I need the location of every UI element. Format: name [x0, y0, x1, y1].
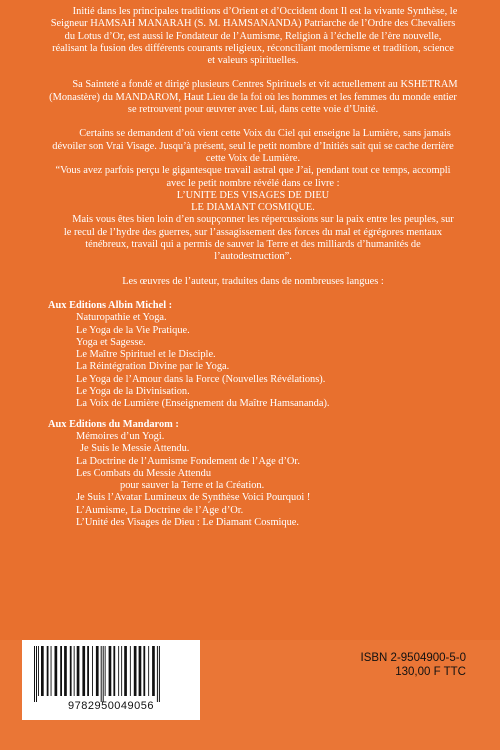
list-item: La Voix de Lumière (Enseignement du Maître Hamsananda). — [76, 398, 330, 410]
list-item: La Doctrine de l’Aumisme Fondement de l’Age d’Or. — [76, 455, 300, 467]
intro-paragraph-3: Certains se demandent d’où vient cette Voix du Ciel qui enseigne la Lumière, sans jamais dévoiler son Vrai Visage. Jusqu’à présent, seul le petit nombre d’Initiés sait qui se cache derrière cette Voix de Lumière. — [52, 128, 454, 164]
barcode-bar — [103, 646, 104, 702]
albin-michel-heading: Aux Editions Albin Michel : — [48, 299, 173, 311]
barcode-bar — [159, 646, 160, 702]
barcode-bar — [36, 646, 37, 702]
barcode-bar — [77, 646, 80, 696]
list-item: Je Suis l’Avatar Lumineux de Synthèse Voici Pourquoi ! — [76, 492, 311, 504]
mandarom-list — [48, 431, 458, 529]
barcode-bar — [34, 646, 35, 702]
barcode-number: 9782950049056 — [67, 700, 155, 712]
barcode-bar — [101, 646, 102, 702]
isbn-text: ISBN 2-9504900-5-0 — [360, 652, 466, 664]
barcode-bar — [96, 646, 99, 696]
barcode-bar — [70, 646, 72, 696]
barcode-bar — [109, 646, 112, 696]
barcode-bar — [51, 646, 52, 696]
list-item: Les Combats du Messie Attendu — [76, 467, 212, 479]
intro-paragraph-6: Les œuvres de l’auteur, traduites dans de nombreuses langues : — [122, 275, 384, 287]
book-title-line-2: LE DIAMANT COSMIQUE. — [191, 202, 315, 214]
intro-paragraph-1: Initié dans les principales traditions d’Orient et d’Occident dont Il est la vivante Synthèse, le Seigneur HAMSAH MANARAH (S. M. HAMSANANDA) Patriarche de l’Ordre des Chevaliers du Lotus d’Or, est aussi le Fondateur de l’Aumisme, Religion à l’échelle de l’ère nouvelle, réalisant la fusion des différents courants religieux, réconciliant modernisme et tradition, science et valeurs spirituelles. — [50, 6, 458, 67]
list-item: Yoga et Sagesse. — [76, 336, 146, 348]
barcode-bar — [152, 646, 155, 696]
list-item: pour sauver la Terre et la Création. — [120, 480, 265, 492]
barcode-bar — [38, 646, 39, 696]
barcode-bar — [55, 646, 58, 696]
list-item: Le Maître Spirituel et le Disciple. — [76, 349, 216, 361]
intro-paragraph-4: “Vous avez parfois perçu le gigantesque travail astral que J’ai, pendant tout ce temps, accompli avec le petit nombre révélé dans ce livre : — [55, 165, 451, 189]
barcode-bar — [64, 646, 67, 696]
barcode-bar — [60, 646, 62, 696]
barcode-bar — [130, 646, 131, 696]
barcode-bar — [74, 646, 75, 696]
barcode-bars — [32, 646, 190, 702]
list-item: Le Yoga de l’Amour dans la Force (Nouvelles Révélations). — [76, 373, 326, 385]
list-item: Le Yoga de la Vie Pratique. — [76, 324, 190, 336]
list-item: La Réintégration Divine par le Yoga. — [76, 361, 230, 373]
list-item: L’Aumisme, La Doctrine de l’Age d’Or. — [76, 504, 244, 516]
list-item: Le Yoga de la Divinisation. — [76, 386, 190, 398]
barcode-bar — [124, 646, 127, 696]
price-info — [312, 651, 480, 691]
barcode-bar — [113, 646, 115, 696]
barcode-bar — [148, 646, 149, 696]
price-text: 130,00 F TTC — [395, 666, 466, 678]
barcode-bar — [82, 646, 85, 696]
list-item: Naturopathie et Yoga. — [76, 312, 167, 324]
list-item: Je Suis le Messie Attendu. — [80, 443, 190, 455]
barcode-bar — [143, 646, 145, 696]
barcode — [22, 640, 200, 720]
cover-text — [48, 6, 458, 529]
intro-paragraph-5: Mais vous êtes bien loin d’en soupçonner les répercussions sur la paix entre les peuples, sur le recul de l’hydre des guerres, sur l’assagissement des forces du mal et égrégores mentaux ténébreux, travail qui a permis de sauver la Terre et des milliards d’humanités de l’autodestruction”. — [63, 214, 454, 263]
book-title-line-1: L’UNITE DES VISAGES DE DIEU — [176, 189, 330, 201]
albin-michel-list — [48, 312, 458, 410]
intro-paragraph-2: Sa Sainteté a fondé et dirigé plusieurs Centres Spirituels et vit actuellement au KSHETRAM (Monastère) du MANDAROM, Haut Lieu de la foi où les hommes et les femmes du monde entier se retrouvent pour œuvrer avec Lui, dans cette voie d’Unité. — [49, 79, 458, 116]
barcode-bar — [139, 646, 142, 696]
barcode-bar — [121, 646, 122, 696]
mandarom-heading: Aux Editions du Mandarom : — [48, 418, 179, 430]
list-item: L’Unité des Visages de Dieu : Le Diamant Cosmique. — [76, 516, 300, 528]
barcode-bar — [105, 646, 106, 696]
barcode-bar — [157, 646, 158, 702]
barcode-bar — [134, 646, 137, 696]
barcode-bar — [92, 646, 93, 696]
barcode-bar — [118, 646, 119, 696]
list-item: Mémoires d’un Yogi. — [76, 430, 165, 442]
barcode-bar — [87, 646, 89, 696]
barcode-bar — [47, 646, 49, 696]
barcode-bar — [41, 646, 44, 696]
